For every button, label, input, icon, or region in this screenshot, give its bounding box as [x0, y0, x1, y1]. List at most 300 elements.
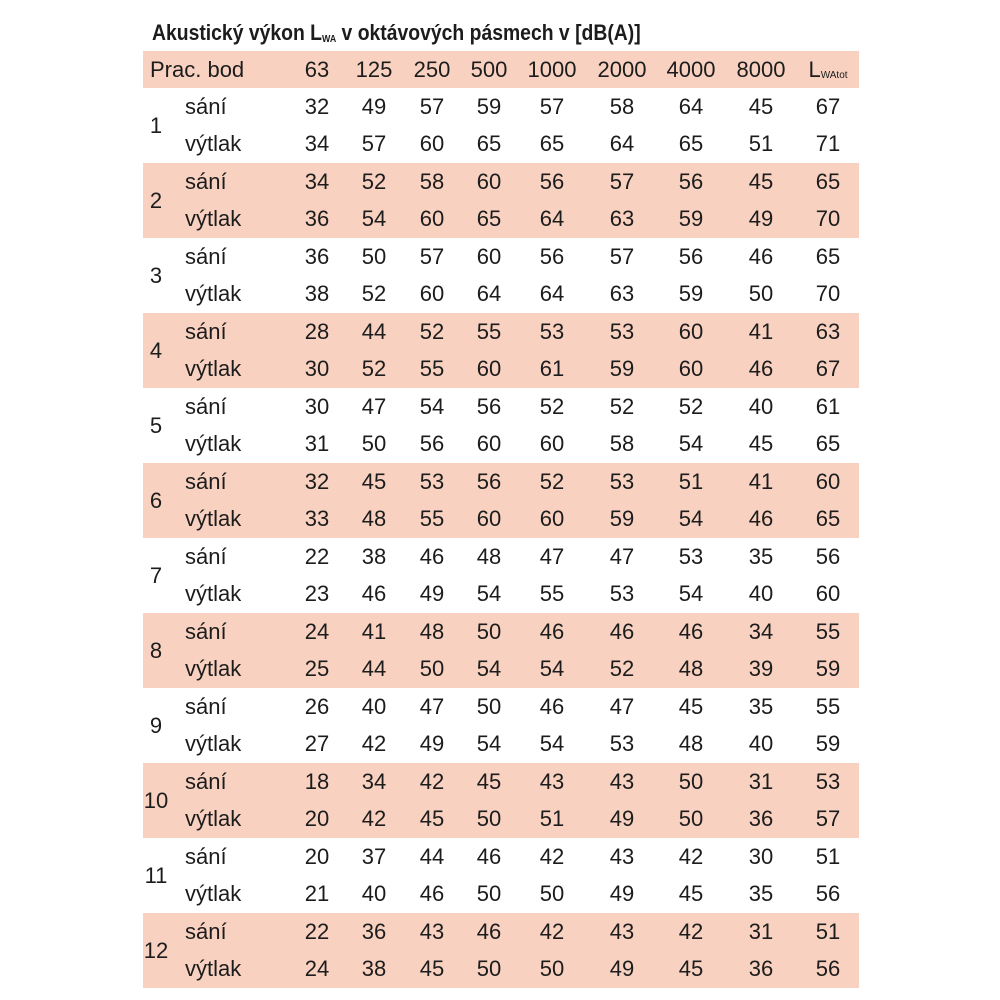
operating-point-id: 7 [149, 563, 163, 588]
band-value: 36 [748, 956, 774, 981]
band-value: 49 [609, 806, 635, 831]
band-value: 24 [304, 619, 330, 644]
table-row [143, 388, 859, 425]
total-value: 60 [815, 581, 841, 606]
band-value: 40 [748, 731, 774, 756]
band-value: 34 [748, 619, 774, 644]
band-value: 45 [419, 956, 445, 981]
band-value: 45 [678, 881, 704, 906]
band-value: 52 [609, 394, 635, 419]
band-value: 42 [361, 806, 387, 831]
band-value: 50 [476, 881, 502, 906]
band-value: 46 [748, 506, 774, 531]
band-value: 31 [748, 769, 774, 794]
band-value: 60 [539, 431, 565, 456]
table-row [143, 350, 859, 387]
table-row [143, 688, 859, 725]
band-value: 41 [748, 319, 774, 344]
band-value: 42 [361, 731, 387, 756]
band-value: 59 [678, 281, 704, 306]
band-value: 57 [361, 131, 387, 156]
band-value: 54 [678, 506, 704, 531]
band-value: 50 [476, 694, 502, 719]
band-value: 59 [678, 206, 704, 231]
row-mode: výtlak [185, 881, 242, 906]
band-value: 48 [361, 506, 387, 531]
band-value: 42 [419, 769, 445, 794]
row-mode: sání [185, 619, 227, 644]
band-value: 50 [419, 656, 445, 681]
row-mode: sání [185, 769, 227, 794]
operating-point-id: 4 [149, 338, 163, 363]
band-value: 60 [419, 281, 445, 306]
table-row [143, 763, 859, 800]
header-band: 4000 [666, 57, 716, 82]
band-value: 27 [304, 731, 330, 756]
band-value: 65 [476, 206, 502, 231]
band-value: 52 [361, 169, 387, 194]
table-row [143, 725, 859, 762]
band-value: 60 [419, 131, 445, 156]
table-title [152, 16, 641, 50]
band-value: 65 [539, 131, 565, 156]
band-value: 21 [304, 881, 330, 906]
band-value: 64 [609, 131, 635, 156]
row-mode: výtlak [185, 731, 242, 756]
band-value: 55 [419, 356, 445, 381]
band-value: 60 [476, 506, 502, 531]
band-value: 46 [361, 581, 387, 606]
band-value: 57 [419, 244, 445, 269]
band-value: 49 [361, 94, 387, 119]
band-value: 49 [748, 206, 774, 231]
band-value: 56 [678, 244, 704, 269]
header-total-text: L [808, 57, 821, 82]
operating-point-id: 11 [144, 863, 168, 888]
band-value: 53 [609, 581, 635, 606]
table-row [143, 613, 859, 650]
band-value: 48 [678, 731, 704, 756]
band-value: 56 [476, 469, 502, 494]
header-band: 2000 [597, 57, 647, 82]
band-value: 26 [304, 694, 330, 719]
band-value: 50 [361, 431, 387, 456]
table-row [143, 538, 859, 575]
band-value: 45 [748, 94, 774, 119]
sound-power-table [143, 51, 859, 988]
band-value: 41 [748, 469, 774, 494]
band-value: 60 [476, 431, 502, 456]
total-value: 55 [815, 619, 841, 644]
band-value: 41 [361, 619, 387, 644]
total-value: 59 [815, 731, 841, 756]
band-value: 46 [539, 619, 565, 644]
band-value: 43 [609, 919, 635, 944]
row-mode: výtlak [185, 956, 242, 981]
total-value: 57 [815, 806, 841, 831]
title-text-rest: v oktávových pásmech v [dB(A)] [336, 20, 641, 45]
row-mode: sání [185, 694, 227, 719]
band-value: 28 [304, 319, 330, 344]
band-value: 55 [539, 581, 565, 606]
band-value: 65 [678, 131, 704, 156]
band-value: 52 [539, 469, 565, 494]
band-value: 51 [539, 806, 565, 831]
band-value: 23 [304, 581, 330, 606]
operating-point-group [143, 763, 859, 838]
band-value: 60 [539, 506, 565, 531]
total-value: 53 [815, 769, 841, 794]
band-value: 56 [539, 169, 565, 194]
table-row [143, 163, 859, 200]
row-mode: sání [185, 319, 227, 344]
title-text: Akustický výkon L [152, 20, 323, 45]
band-value: 46 [476, 844, 502, 869]
table-row [143, 913, 859, 950]
band-value: 50 [678, 806, 704, 831]
total-value: 56 [815, 881, 841, 906]
total-value: 51 [815, 844, 841, 869]
band-value: 57 [609, 169, 635, 194]
table-row [143, 650, 859, 687]
total-value: 65 [815, 169, 841, 194]
band-value: 57 [419, 94, 445, 119]
operating-point-group [143, 388, 859, 463]
operating-point-group [143, 838, 859, 913]
band-value: 52 [678, 394, 704, 419]
total-value: 56 [815, 544, 841, 569]
band-value: 52 [419, 319, 445, 344]
band-value: 45 [678, 694, 704, 719]
total-value: 55 [815, 694, 841, 719]
operating-point-group [143, 163, 859, 238]
table-row [143, 500, 859, 537]
band-value: 22 [304, 544, 330, 569]
header-band: 8000 [736, 57, 786, 82]
band-value: 50 [476, 956, 502, 981]
band-value: 46 [476, 919, 502, 944]
band-value: 34 [304, 169, 330, 194]
band-value: 56 [539, 244, 565, 269]
table-row [143, 275, 859, 312]
total-value: 65 [815, 506, 841, 531]
band-value: 50 [361, 244, 387, 269]
band-value: 45 [748, 169, 774, 194]
band-value: 56 [476, 394, 502, 419]
table-row [143, 800, 859, 837]
band-value: 34 [361, 769, 387, 794]
band-value: 50 [539, 881, 565, 906]
band-value: 48 [678, 656, 704, 681]
operating-point-id: 1 [149, 113, 163, 138]
band-value: 52 [609, 656, 635, 681]
band-value: 54 [476, 656, 502, 681]
band-value: 20 [304, 806, 330, 831]
row-mode: výtlak [185, 581, 242, 606]
band-value: 42 [539, 919, 565, 944]
band-value: 42 [678, 919, 704, 944]
band-value: 46 [748, 244, 774, 269]
band-value: 24 [304, 956, 330, 981]
band-value: 37 [361, 844, 387, 869]
total-value: 60 [815, 469, 841, 494]
band-value: 61 [539, 356, 565, 381]
band-value: 47 [539, 544, 565, 569]
band-value: 64 [678, 94, 704, 119]
band-value: 51 [748, 131, 774, 156]
operating-point-group [143, 313, 859, 388]
band-value: 58 [609, 94, 635, 119]
band-value: 52 [361, 356, 387, 381]
band-value: 58 [419, 169, 445, 194]
band-value: 20 [304, 844, 330, 869]
band-value: 36 [361, 919, 387, 944]
band-value: 46 [419, 881, 445, 906]
total-value: 51 [815, 919, 841, 944]
band-value: 30 [304, 356, 330, 381]
table-row [143, 125, 859, 162]
band-value: 46 [748, 356, 774, 381]
band-value: 48 [419, 619, 445, 644]
band-value: 59 [609, 506, 635, 531]
table-row [143, 950, 859, 987]
band-value: 45 [419, 806, 445, 831]
band-value: 60 [419, 206, 445, 231]
band-value: 22 [304, 919, 330, 944]
band-value: 40 [361, 881, 387, 906]
band-value: 45 [476, 769, 502, 794]
header-band: 63 [304, 57, 330, 82]
total-value: 56 [815, 956, 841, 981]
table-row [143, 838, 859, 875]
band-value: 58 [609, 431, 635, 456]
header-total [798, 51, 858, 88]
row-mode: výtlak [185, 506, 242, 531]
band-value: 35 [748, 694, 774, 719]
band-value: 42 [539, 844, 565, 869]
band-value: 25 [304, 656, 330, 681]
band-value: 45 [748, 431, 774, 456]
band-value: 53 [609, 731, 635, 756]
band-value: 45 [678, 956, 704, 981]
band-value: 54 [361, 206, 387, 231]
operating-point-group [143, 913, 859, 988]
band-value: 49 [419, 731, 445, 756]
band-value: 64 [476, 281, 502, 306]
header-band: 125 [355, 57, 393, 82]
band-value: 59 [476, 94, 502, 119]
band-value: 64 [539, 206, 565, 231]
operating-point-id: 12 [143, 938, 169, 963]
row-mode: sání [185, 469, 227, 494]
band-value: 44 [419, 844, 445, 869]
table-row [143, 575, 859, 612]
band-value: 30 [304, 394, 330, 419]
table-row [143, 875, 859, 912]
band-value: 42 [678, 844, 704, 869]
band-value: 52 [539, 394, 565, 419]
band-value: 50 [539, 956, 565, 981]
band-value: 53 [678, 544, 704, 569]
total-value: 63 [815, 319, 841, 344]
band-value: 49 [419, 581, 445, 606]
row-mode: sání [185, 544, 227, 569]
band-value: 44 [361, 319, 387, 344]
band-value: 52 [361, 281, 387, 306]
operating-point-group [143, 88, 859, 163]
table-row [143, 463, 859, 500]
operating-point-group [143, 238, 859, 313]
band-value: 53 [539, 319, 565, 344]
band-value: 64 [539, 281, 565, 306]
total-value: 67 [815, 356, 841, 381]
row-mode: sání [185, 244, 227, 269]
header-band: 1000 [527, 57, 577, 82]
total-value: 59 [815, 656, 841, 681]
band-value: 40 [748, 394, 774, 419]
band-value: 63 [609, 206, 635, 231]
band-value: 18 [304, 769, 330, 794]
header-total-subscript: WAtot [820, 70, 848, 81]
row-mode: výtlak [185, 806, 242, 831]
band-value: 35 [748, 544, 774, 569]
band-value: 53 [609, 469, 635, 494]
operating-point-group [143, 463, 859, 538]
band-value: 53 [419, 469, 445, 494]
band-value: 47 [609, 544, 635, 569]
row-mode: výtlak [185, 206, 242, 231]
band-value: 45 [361, 469, 387, 494]
band-value: 56 [419, 431, 445, 456]
total-value: 67 [815, 94, 841, 119]
band-value: 54 [476, 731, 502, 756]
operating-point-id: 10 [143, 788, 169, 813]
header-band: 250 [413, 57, 451, 82]
row-mode: výtlak [185, 131, 242, 156]
row-mode: sání [185, 394, 227, 419]
band-value: 54 [539, 656, 565, 681]
band-value: 46 [678, 619, 704, 644]
band-value: 55 [476, 319, 502, 344]
title-subscript: WA [322, 34, 337, 45]
operating-point-group [143, 613, 859, 688]
band-value: 54 [539, 731, 565, 756]
band-value: 43 [419, 919, 445, 944]
band-value: 63 [609, 281, 635, 306]
band-value: 59 [609, 356, 635, 381]
band-value: 30 [748, 844, 774, 869]
row-mode: sání [185, 94, 227, 119]
band-value: 46 [609, 619, 635, 644]
band-value: 36 [748, 806, 774, 831]
band-value: 46 [419, 544, 445, 569]
operating-point-id: 8 [149, 638, 163, 663]
band-value: 54 [678, 431, 704, 456]
operating-point-id: 6 [149, 488, 163, 513]
band-value: 47 [419, 694, 445, 719]
band-value: 55 [419, 506, 445, 531]
band-value: 54 [476, 581, 502, 606]
band-value: 32 [304, 469, 330, 494]
operating-point-id: 5 [149, 413, 163, 438]
table-row [143, 200, 859, 237]
band-value: 51 [678, 469, 704, 494]
band-value: 53 [609, 319, 635, 344]
band-value: 34 [304, 131, 330, 156]
band-value: 65 [476, 131, 502, 156]
band-value: 54 [678, 581, 704, 606]
band-value: 57 [539, 94, 565, 119]
band-value: 50 [748, 281, 774, 306]
band-value: 60 [678, 319, 704, 344]
band-value: 31 [748, 919, 774, 944]
operating-point-id: 3 [149, 263, 163, 288]
table-row [143, 313, 859, 350]
band-value: 50 [678, 769, 704, 794]
band-value: 56 [678, 169, 704, 194]
band-value: 43 [539, 769, 565, 794]
band-value: 44 [361, 656, 387, 681]
total-value: 65 [815, 244, 841, 269]
band-value: 38 [361, 956, 387, 981]
band-value: 60 [678, 356, 704, 381]
row-mode: výtlak [185, 356, 242, 381]
row-mode: výtlak [185, 281, 242, 306]
band-value: 32 [304, 94, 330, 119]
band-value: 47 [361, 394, 387, 419]
band-value: 49 [609, 881, 635, 906]
band-value: 38 [304, 281, 330, 306]
band-value: 60 [476, 169, 502, 194]
total-value: 70 [815, 281, 841, 306]
row-mode: sání [185, 844, 227, 869]
band-value: 60 [476, 244, 502, 269]
operating-point-group [143, 538, 859, 613]
operating-point-id: 2 [149, 188, 163, 213]
header-row [143, 51, 859, 88]
total-value: 71 [815, 131, 841, 156]
band-value: 40 [748, 581, 774, 606]
band-value: 36 [304, 244, 330, 269]
total-value: 65 [815, 431, 841, 456]
band-value: 40 [361, 694, 387, 719]
band-value: 33 [304, 506, 330, 531]
band-value: 49 [609, 956, 635, 981]
operating-point-id: 9 [149, 713, 163, 738]
band-value: 46 [539, 694, 565, 719]
band-value: 43 [609, 769, 635, 794]
band-value: 35 [748, 881, 774, 906]
band-value: 48 [476, 544, 502, 569]
table-row [143, 425, 859, 462]
operating-point-group [143, 688, 859, 763]
band-value: 50 [476, 619, 502, 644]
row-mode: sání [185, 919, 227, 944]
total-value: 70 [815, 206, 841, 231]
band-value: 50 [476, 806, 502, 831]
band-value: 57 [609, 244, 635, 269]
total-value: 61 [815, 394, 841, 419]
row-mode: výtlak [185, 431, 242, 456]
band-value: 39 [748, 656, 774, 681]
band-value: 43 [609, 844, 635, 869]
band-value: 36 [304, 206, 330, 231]
band-value: 54 [419, 394, 445, 419]
header-label: Prac. bod [150, 57, 245, 82]
band-value: 47 [609, 694, 635, 719]
band-value: 60 [476, 356, 502, 381]
band-value: 31 [304, 431, 330, 456]
